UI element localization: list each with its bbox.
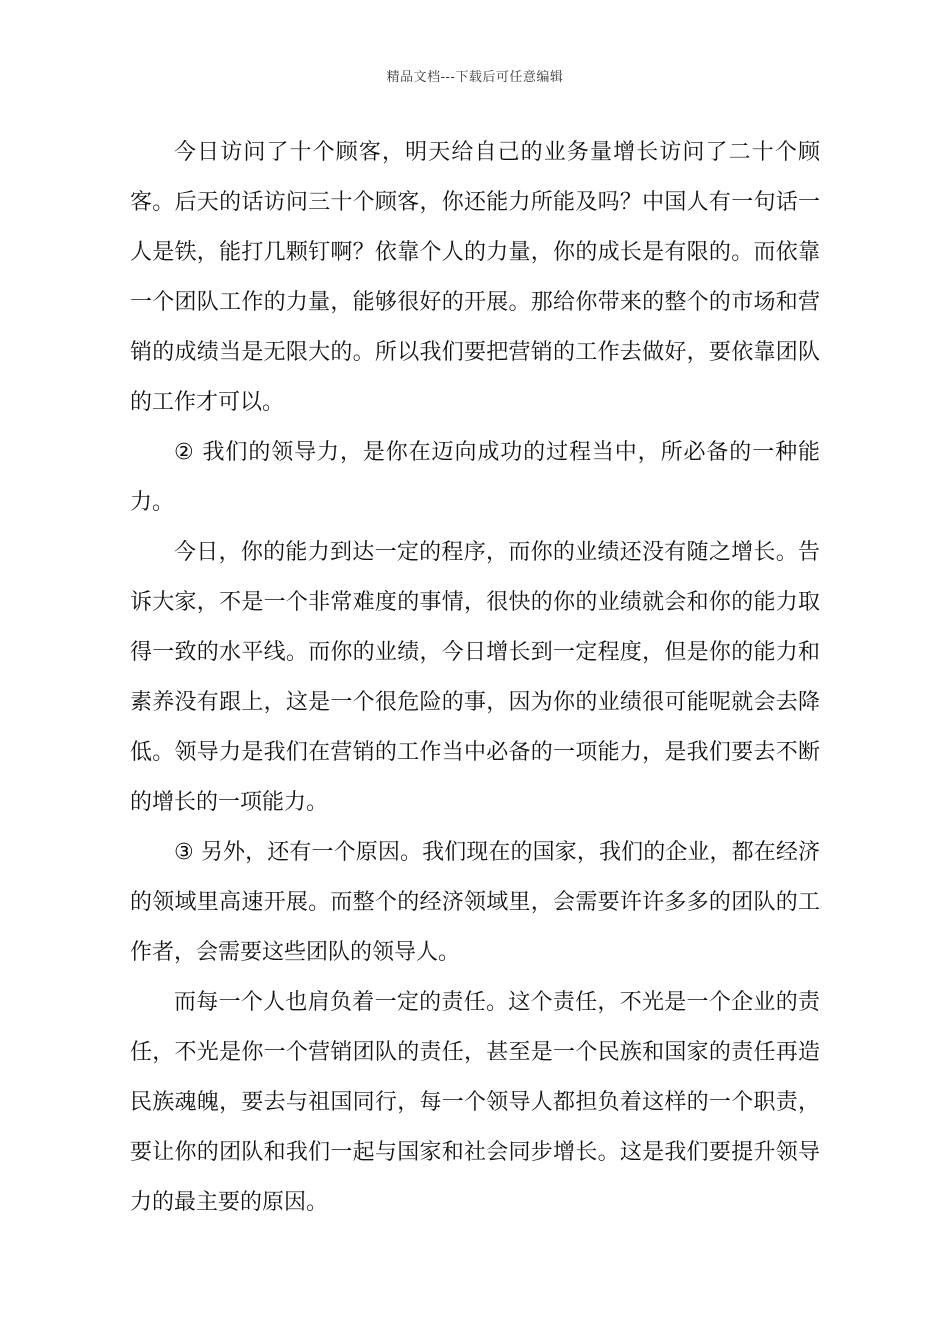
paragraph: ② 我们的领导力，是你在迈向成功的过程当中，所必备的一种能力。	[130, 440, 820, 515]
document-body	[130, 128, 820, 1228]
paragraph: ③ 另外，还有一个原因。我们现在的国家，我们的企业，都在经济的领域里高速开展。而整个的经济领域里，会需要许许多多的团队的工作者，会需要这些团队的领导人。	[130, 840, 820, 965]
paragraph: 而每一个人也肩负着一定的责任。这个责任，不光是一个企业的责任，不光是你一个营销团队的责任，甚至是一个民族和国家的责任再造民族魂魄，要去与祖国同行，每一个领导人都担负着这样的一个职责，要让你的团队和我们一起与国家和社会同步增长。这是我们要提升领导力的最主要的原因。	[130, 990, 820, 1215]
paragraph: 今日，你的能力到达一定的程序，而你的业绩还没有随之增长。告诉大家，不是一个非常难度的事情，很快的你的业绩就会和你的能力取得一致的水平线。而你的业绩，今日增长到一定程度，但是你的能力和素养没有跟上，这是一个很危险的事，因为你的业绩很可能呢就会去降低。领导力是我们在营销的工作当中必备的一项能力，是我们要去不断的增长的一项能力。	[130, 540, 820, 815]
page-header: 精品文档---下载后可任意编辑	[386, 70, 564, 85]
paragraph: 今日访问了十个顾客，明天给自己的业务量增长访问了二十个顾客。后天的话访问三十个顾客，你还能力所能及吗？中国人有一句话一人是铁，能打几颗钉啊？依靠个人的力量，你的成长是有限的。而依靠一个团队工作的力量，能够很好的开展。那给你带来的整个的市场和营销的成绩当是无限大的。所以我们要把营销的工作去做好，要依靠团队的工作才可以。	[130, 140, 820, 415]
